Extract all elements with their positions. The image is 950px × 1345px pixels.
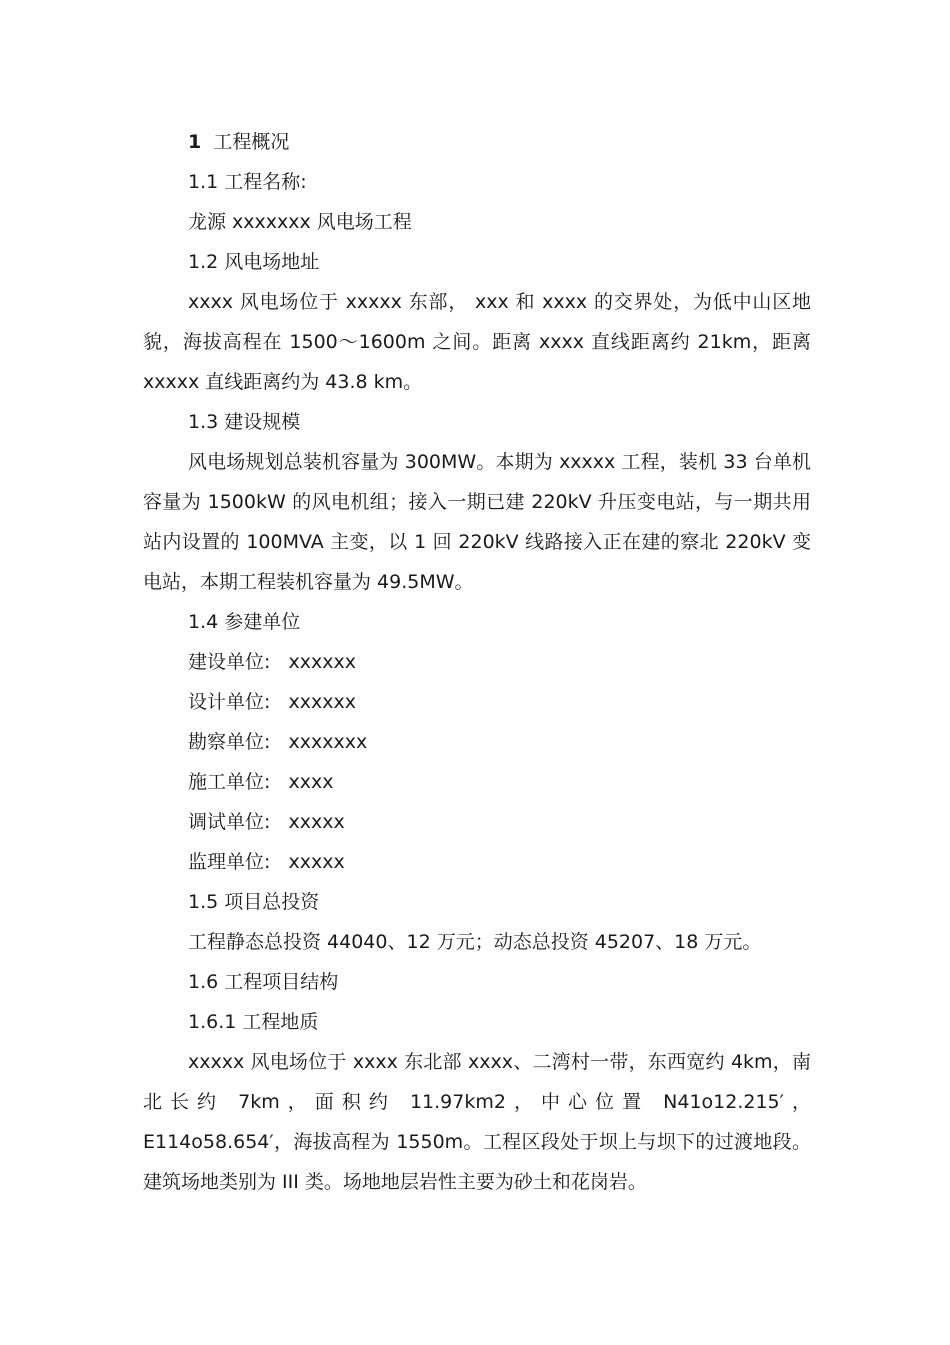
section-1-5-heading: 1.5 项目总投资 (188, 891, 320, 913)
unit-label: 调试单位: (188, 811, 271, 833)
section-1-6-heading: 1.6 工程项目结构 (188, 971, 339, 993)
unit-row (143, 762, 811, 802)
geology-paragraph: xxxxx 风电场位于 xxxx 东北部 xxxx、二湾村一带，东西宽约 4km，南北长约 7km，面积约 11.97km2，中心位置 N41o12.215′，E114o58.654′，海拔高程为 1550m。工程区段处于坝上与坝下的过渡地段。建筑场地类别为 III 类。场地地层岩性主要为砂土和花岗岩。 (143, 1051, 811, 1193)
site-location-paragraph: xxxx 风电场位于 xxxxx 东部， xxx 和 xxxx 的交界处，为低中山区地貌，海拔高程在 1500～1600m 之间。距离 xxxx 直线距离约 21km，距离 xxxxx 直线距离约为 43.8 km。 (143, 291, 811, 393)
section-1-6-1-heading: 1.6.1 工程地质 (188, 1011, 319, 1033)
chapter-heading (143, 122, 811, 162)
unit-value: xxxxxxx (288, 731, 368, 753)
unit-label: 勘察单位: (188, 731, 271, 753)
section-1-2-heading: 1.2 风电场地址 (188, 251, 320, 273)
unit-value: xxxxx (288, 851, 345, 873)
unit-row (143, 842, 811, 882)
unit-label: 设计单位: (188, 691, 271, 713)
unit-row (143, 682, 811, 722)
unit-value: xxxxxx (288, 651, 356, 673)
section-1-1-heading: 1.1 工程名称: (188, 171, 307, 193)
document-body (143, 122, 811, 1202)
unit-label: 监理单位: (188, 851, 271, 873)
unit-row (143, 722, 811, 762)
chapter-number: 1 (188, 131, 202, 153)
unit-label: 施工单位: (188, 771, 271, 793)
investment-paragraph: 工程静态总投资 44040、12 万元；动态总投资 45207、18 万元。 (188, 931, 762, 953)
chapter-title: 工程概况 (213, 131, 290, 153)
unit-row (143, 802, 811, 842)
section-1-4-heading: 1.4 参建单位 (188, 611, 301, 633)
unit-value: xxxxxx (288, 691, 356, 713)
unit-row (143, 642, 811, 682)
project-name: 龙源 xxxxxxx 风电场工程 (188, 211, 412, 233)
section-1-3-heading: 1.3 建设规模 (188, 411, 301, 433)
unit-value: xxxxx (288, 811, 345, 833)
unit-label: 建设单位: (188, 651, 271, 673)
unit-value: xxxx (288, 771, 334, 793)
construction-scale-paragraph: 风电场规划总装机容量为 300MW。本期为 xxxxx 工程，装机 33 台单机容量为 1500kW 的风电机组；接入一期已建 220kV 升压变电站，与一期共用站内设置的 100MVA 主变，以 1 回 220kV 线路接入正在建的察北 220kV 变电站，本期工程装机容量为 49.5MW。 (143, 451, 811, 593)
